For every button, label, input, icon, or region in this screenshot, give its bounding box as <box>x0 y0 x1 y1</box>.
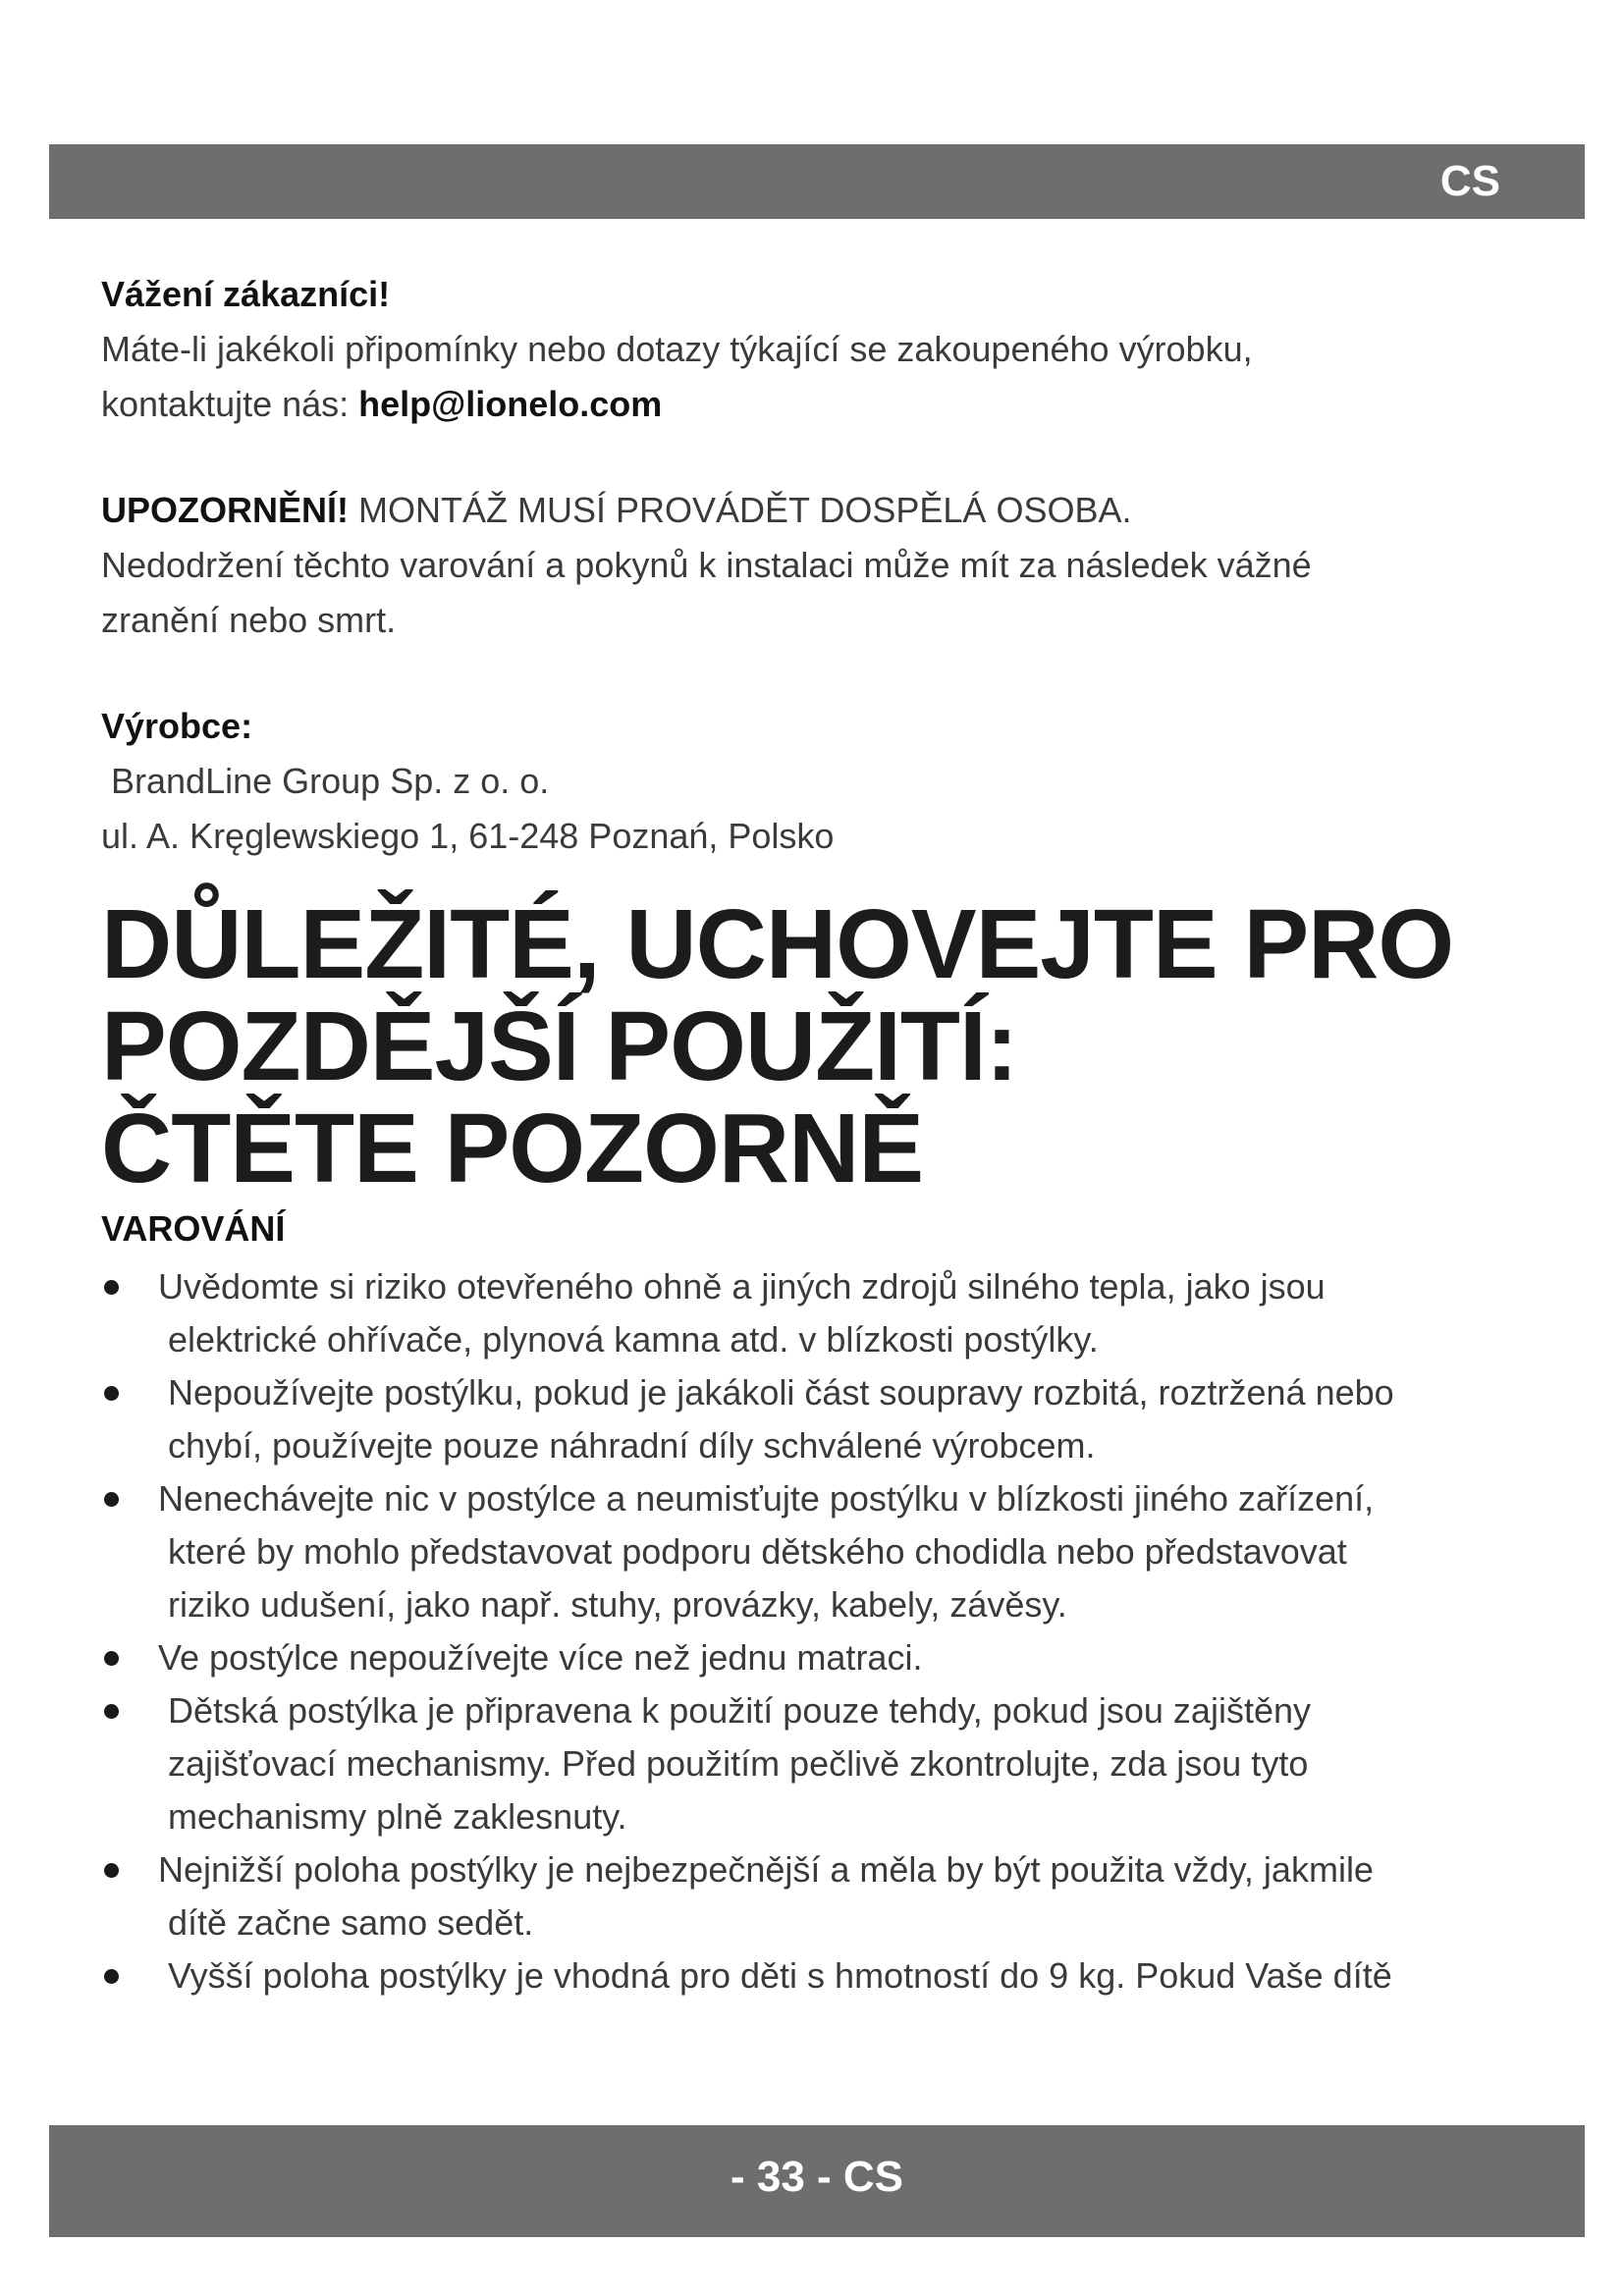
manufacturer-name: BrandLine Group Sp. z o. o. <box>101 761 550 801</box>
page-content <box>101 267 1554 2002</box>
bullet-icon <box>104 1280 119 1295</box>
manufacturer-title: Výrobce: <box>101 706 253 746</box>
greeting-line-2 <box>101 377 1554 432</box>
list-item: Nenechávejte nic v postýlce a neumisťujte postýlku v blízkosti jiného zařízení, které by mohlo představovat podporu dětského chodidla nebo představovat riziko udušení, jako např. stuhy, provázky, kabely, závěsy. <box>101 1472 1554 1631</box>
list-item: Nejnižší poloha postýlky je nejbezpečnější a měla by být použita vždy, jakmile dítě začne samo sedět. <box>101 1843 1554 1949</box>
footer-bar <box>49 2125 1585 2237</box>
bullet-icon <box>104 1863 119 1878</box>
contact-email: help@lionelo.com <box>358 384 663 424</box>
warnings-list <box>101 1260 1554 2002</box>
warning-caps: MONTÁŽ MUSÍ PROVÁDĚT DOSPĚLÁ OSOBA. <box>349 490 1132 530</box>
list-item: Ve postýlce nepoužívejte více než jednu matraci. <box>101 1631 1554 1684</box>
warnings-title: VAROVÁNÍ <box>101 1208 286 1249</box>
page-title-line-3: ČTĚTE POZORNĚ <box>101 1094 924 1203</box>
contact-prefix: kontaktujte nás: <box>101 384 359 424</box>
greeting-line-1: Máte-li jakékoli připomínky nebo dotazy týkající se zakoupeného výrobku, <box>101 329 1253 369</box>
header-bar <box>49 144 1585 219</box>
warning-label: UPOZORNĚNÍ! <box>101 490 349 530</box>
list-item: Nepoužívejte postýlku, pokud je jakákoli část soupravy rozbitá, roztržená nebo chybí, používejte pouze náhradní díly schválené výrobcem. <box>101 1366 1554 1472</box>
language-code: CS <box>1439 157 1500 205</box>
warning-line-1 <box>101 483 1554 538</box>
page-title-line-1: DŮLEŽITÉ, UCHOVEJTE PRO <box>101 889 1454 999</box>
bullet-icon <box>104 1969 119 1984</box>
list-item: Uvědomte si riziko otevřeného ohně a jiných zdrojů silného tepla, jako jsou elektrické ohřívače, plynová kamna atd. v blízkosti postýlky. <box>101 1260 1554 1366</box>
warning-line-3: zranění nebo smrt. <box>101 600 397 640</box>
page-number: - 33 - CS <box>730 2153 904 2201</box>
page-title-line-2: POZDĚJŠÍ POUŽITÍ: <box>101 991 1018 1101</box>
bullet-icon <box>104 1651 119 1666</box>
manufacturer-address: ul. A. Kręglewskiego 1, 61-248 Poznań, Polsko <box>101 816 835 856</box>
warning-line-2: Nedodržení těchto varování a pokynů k instalaci může mít za následek vážné <box>101 545 1312 585</box>
page-title <box>101 889 1554 1203</box>
bullet-icon <box>104 1704 119 1719</box>
bullet-icon <box>104 1386 119 1401</box>
list-item: Dětská postýlka je připravena k použití pouze tehdy, pokud jsou zajištěny zajišťovací mechanismy. Před použitím pečlivě zkontrolujte, zda jsou tyto mechanismy plně zaklesnuty. <box>101 1684 1554 1843</box>
list-item: Vyšší poloha postýlky je vhodná pro děti s hmotností do 9 kg. Pokud Vaše dítě <box>101 1949 1554 2002</box>
greeting-title: Vážení zákazníci! <box>101 274 391 314</box>
bullet-icon <box>104 1492 119 1507</box>
